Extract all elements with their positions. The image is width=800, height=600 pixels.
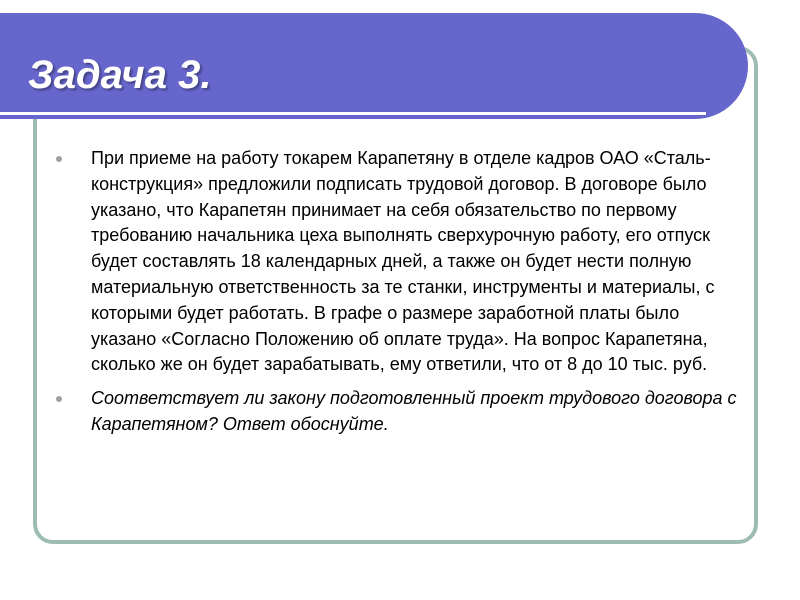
bullet-item-problem	[56, 146, 746, 378]
bullet-item-question	[56, 386, 746, 438]
title-underline	[0, 112, 706, 115]
slide-title: Задача 3.	[28, 53, 212, 97]
problem-text: При приеме на работу токарем Карапетяну в отделе кадров ОАО «Стальконструкция» предложили подписать трудовой договор. В договоре было указано, что Карапетян принимает на себя обязательство по первому требованию начальника цеха выполнять сверхурочную работу, его отпуск будет составлять 18 календарных дней, а также он будет нести полную материальную ответственность за те станки, инструменты и материалы, с которыми будет работать. В графе о размере заработной платы было указано «Согласно Положению об оплате труда». На вопрос Карапетяна, сколько же он будет зарабатывать, ему ответили, что от 8 до 10 тыс. руб.	[91, 148, 715, 375]
bullet-dot-icon	[56, 156, 62, 162]
question-text: Соответствует ли закону подготовленный проект трудового договора с Карапетяном? Ответ обоснуйте.	[91, 388, 737, 434]
title-banner	[0, 13, 748, 119]
bullet-list	[56, 146, 746, 438]
bullet-dot-icon	[56, 396, 62, 402]
